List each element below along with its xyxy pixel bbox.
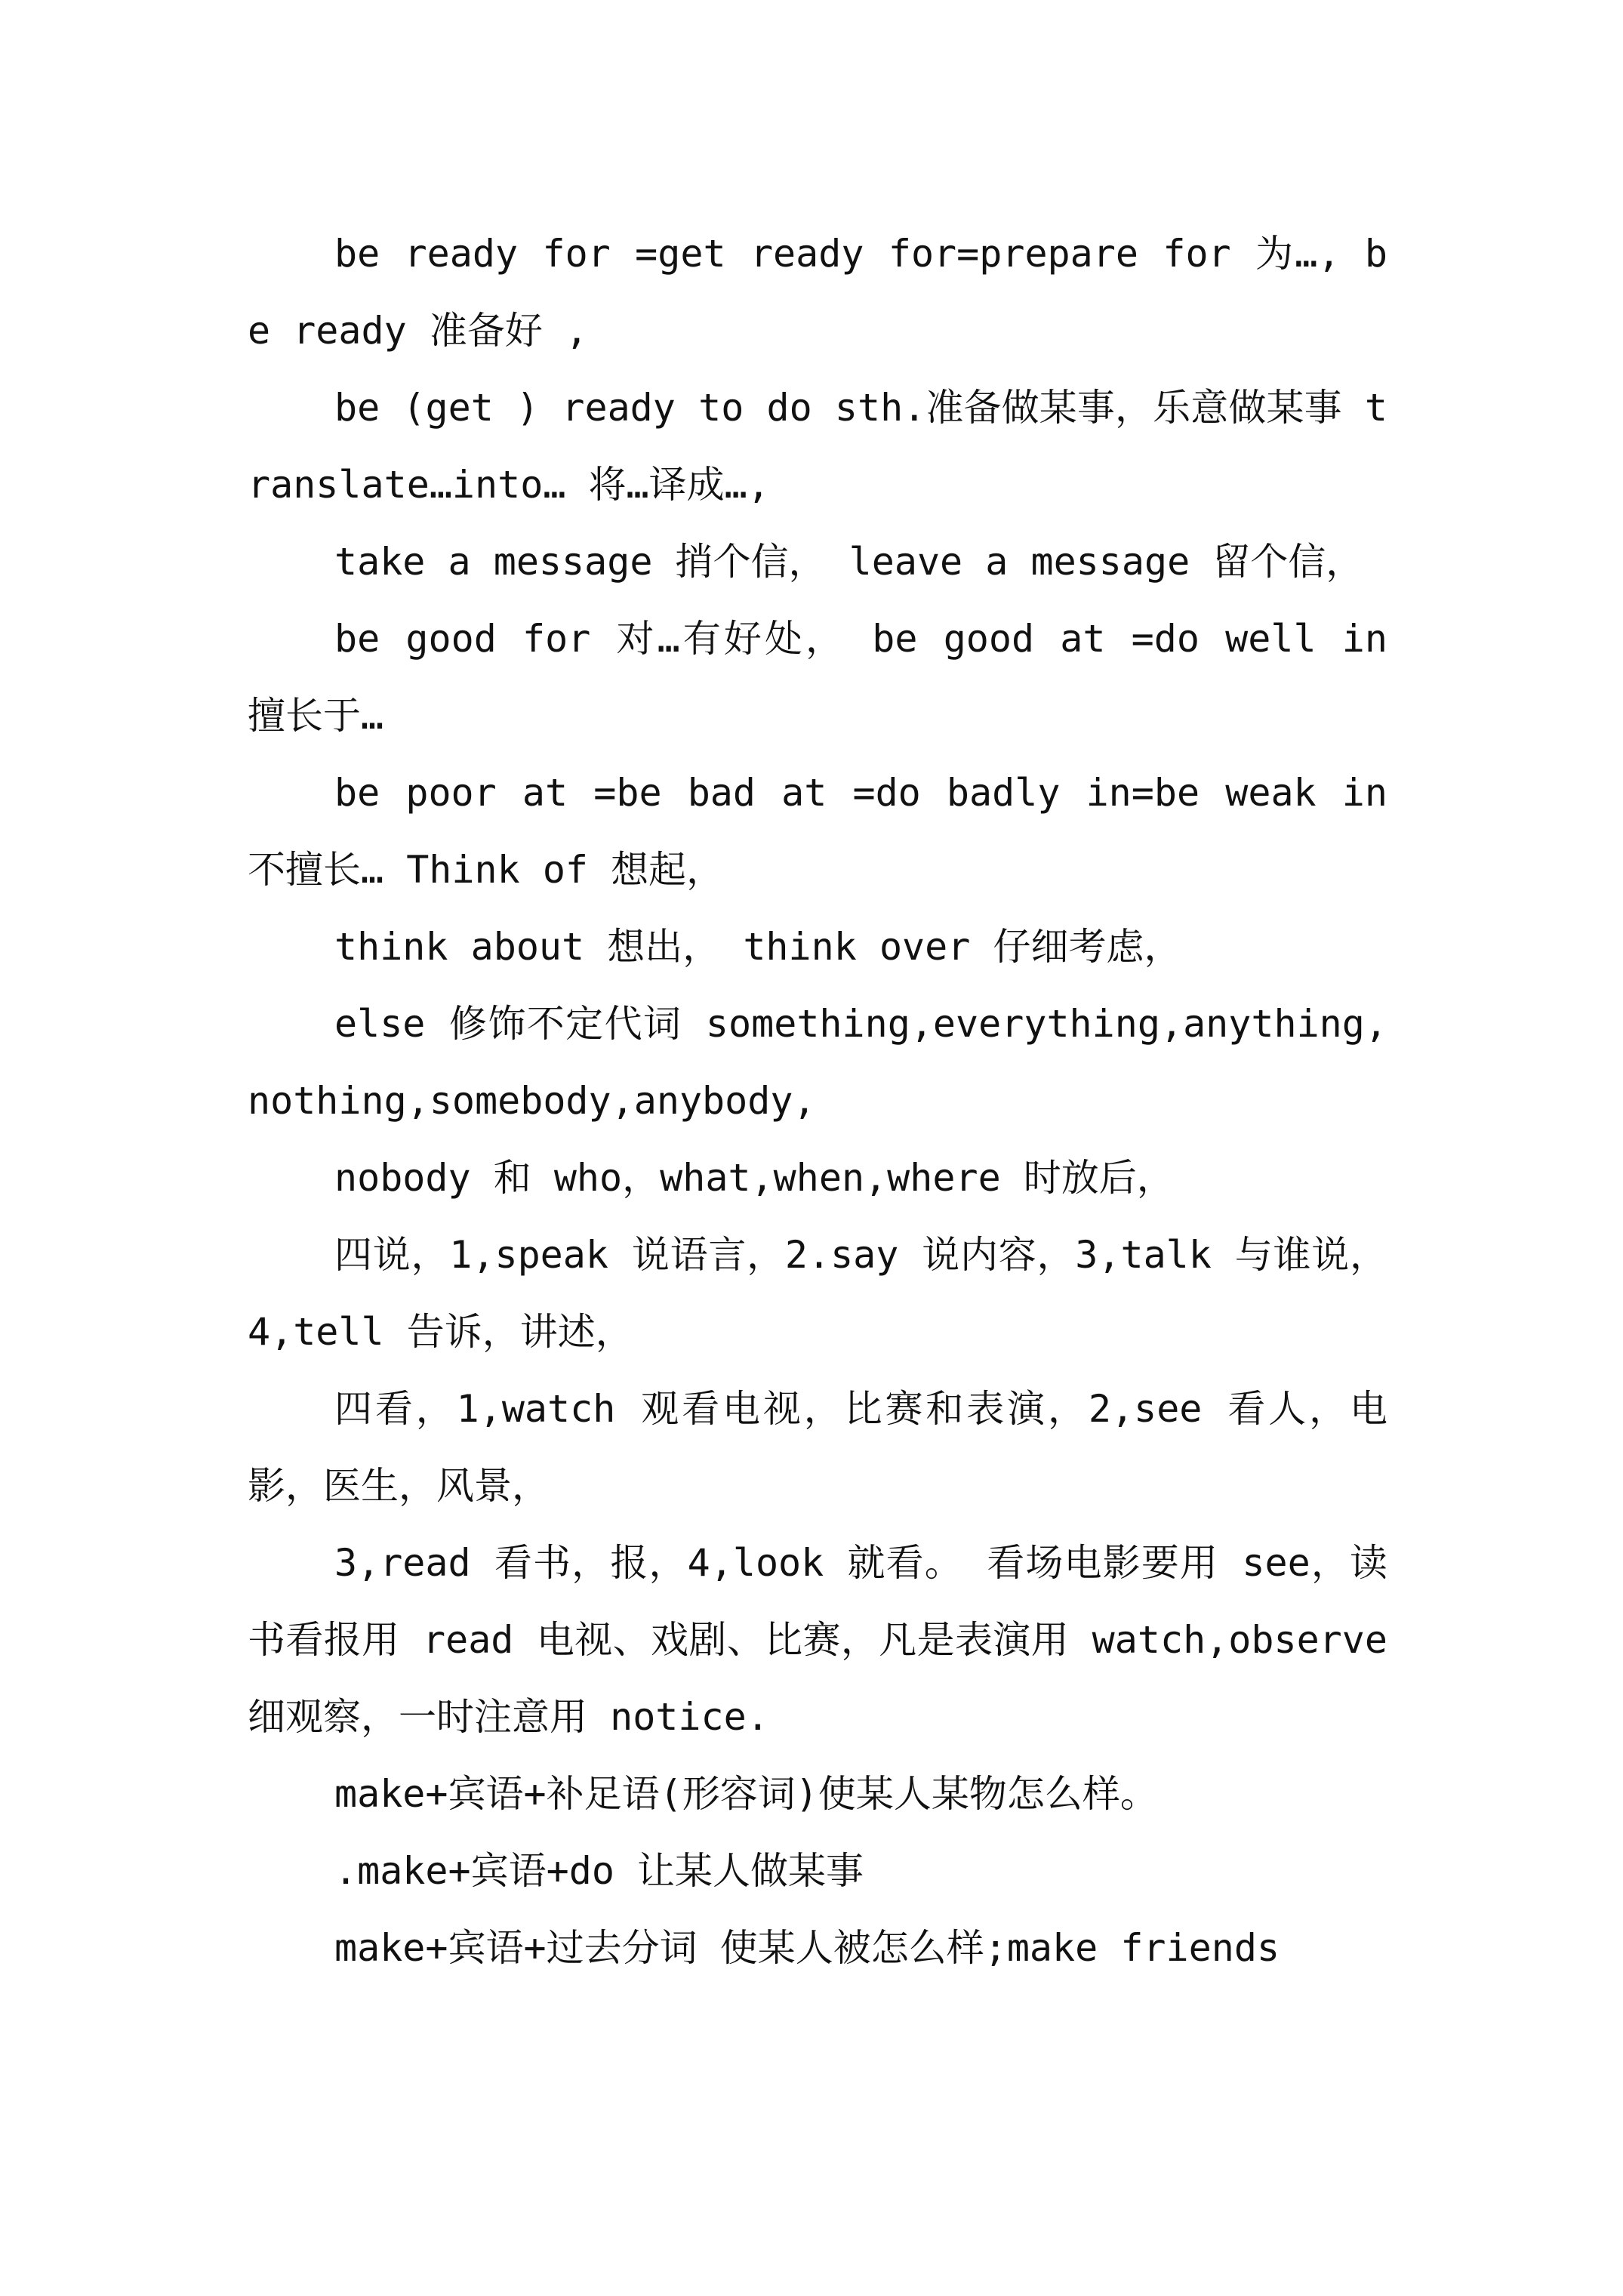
paragraph-four-ways-to-see: 四看，1,watch 观看电视，比赛和表演，2,see 看人，电影，医生，风景，: [248, 1387, 1387, 1508]
document-body: [248, 215, 1387, 1986]
paragraph-make-past-participle: make+宾语+过去分词 使某人被怎么样;make friends: [334, 1926, 1280, 1970]
paragraph-make-do: .make+宾语+do 让某人做某事: [334, 1849, 864, 1893]
paragraph-be-good-for: be good for 对…有好处， be good at =do well in 擅长于…: [248, 617, 1387, 738]
paragraph-four-ways-to-say: 四说，1,speak 说语言，2.say 说内容，3,talk 与谁说，4,tell 告诉，讲述，: [248, 1233, 1387, 1354]
paragraph-read-look: 3,read 看书，报，4,look 就看。 看场电影要用 see，读书看报用 read 电视、戏剧、比赛，凡是表演用 watch,observe 细观察，一时注意用 notice.: [248, 1541, 1387, 1739]
paragraph-else: else 修饰不定代词 something,everything,anything,nothing,somebody,anybody,: [248, 1002, 1387, 1123]
paragraph-be-get-ready-to: be (get ) ready to do sth.准备做某事，乐意做某事 translate…into… 将…译成…,: [248, 386, 1387, 507]
paragraph-make-complement: make+宾语+补足语(形容词)使某人某物怎么样。: [334, 1772, 1158, 1816]
paragraph-be-poor-at: be poor at =be bad at =do badly in=be weak in 不擅长… Think of 想起，: [248, 771, 1387, 892]
paragraph-think-about: think about 想出， think over 仔细考虑，: [334, 925, 1182, 969]
paragraph-be-ready-for: be ready for =get ready for=prepare for 为…, be ready 准备好 ,: [248, 232, 1387, 353]
paragraph-nobody: nobody 和 who，what,when,where 时放后，: [334, 1156, 1175, 1200]
paragraph-take-a-message: take a message 捎个信， leave a message 留个信，: [334, 540, 1364, 584]
